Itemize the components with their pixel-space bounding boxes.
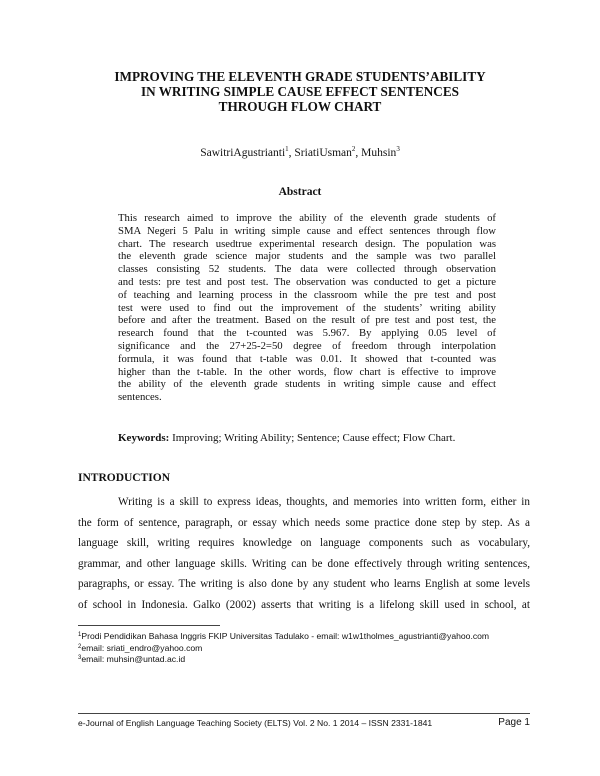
abstract-line: SMA Negeri 5 Palu in writing simple cause and effect sentences through flow [118, 224, 496, 237]
author-separator: , [288, 147, 295, 159]
footnote-text: email: sriati_endro@yahoo.com [81, 642, 203, 653]
abstract-line: and tests: pre test and post test. The observation was conducted to get a picture [118, 275, 496, 288]
footer-divider [78, 713, 530, 714]
author-affiliation-mark: 2 [351, 145, 356, 153]
abstract-line: sentences. [118, 391, 162, 404]
section-heading-introduction: INTRODUCTION [78, 472, 171, 484]
body-line: grammar, and other language skills. Writing can be done effectively through writing sentences, [78, 557, 530, 570]
body-line: the form of sentence, paragraph, or essay which needs some practice done step by step. As a [78, 516, 530, 529]
footnote [78, 643, 489, 655]
abstract-line: before and after the treatment. Based on the result of pre test and post test, the [118, 314, 496, 327]
author-name: SawitriAgustrianti [200, 147, 286, 159]
author-affiliation-mark: 1 [285, 145, 289, 153]
title-line: IN WRITING SIMPLE CAUSE EFFECT SENTENCES [141, 84, 459, 99]
abstract-line: test were used to find out the improvement of the students’ writing ability [118, 301, 496, 314]
footnote-divider [78, 625, 220, 626]
abstract-line: research found that the t-counted was 5.967. By applying 0.05 level of [118, 327, 496, 340]
introduction-body [78, 492, 530, 616]
paper-title [60, 69, 540, 114]
body-line: language skill, writing requires knowledge on language components such as vocabulary, [78, 537, 530, 550]
author-separator: , [355, 147, 362, 159]
abstract-heading: Abstract [278, 186, 322, 198]
abstract-line: the ability of the eleventh grade students in writing simple cause and effect [118, 378, 496, 391]
abstract-line: significance and the 27+25-2=50 degree of freedom through interpolation [118, 339, 496, 352]
author-list [60, 146, 540, 160]
footnote-number: 1 [78, 632, 82, 638]
footnote-text: email: muhsin@untad.ac.id [81, 654, 186, 664]
author-affiliation-mark: 3 [396, 145, 400, 153]
footnote-number: 3 [78, 655, 82, 661]
body-line: of school in Indonesia. Galko (2002) asserts that writing is a lifelong skill used in school, at [78, 598, 530, 611]
keywords-text: Improving; Writing Ability; Sentence; Cause effect; Flow Chart. [172, 432, 456, 444]
abstract-line: classes consisting 52 students. The data were collected through observation [118, 263, 496, 276]
footnote-number: 2 [78, 643, 82, 650]
footnotes [78, 631, 489, 666]
abstract-body [118, 212, 496, 404]
author-name: Muhsin [361, 147, 397, 159]
footnote [78, 654, 489, 666]
title-line: THROUGH FLOW CHART [218, 99, 382, 114]
keywords [118, 432, 455, 444]
title-line: IMPROVING THE ELEVENTH GRADE STUDENTS’ABILITY [114, 69, 486, 84]
page-number: Page 1 [498, 717, 530, 728]
footnote [78, 631, 489, 643]
keywords-label: Keywords: [118, 432, 170, 444]
body-line: paragraphs, or essay. The writing is also done by any student who learns English at some levels [78, 578, 530, 591]
body-line: Writing is a skill to express ideas, thoughts, and memories into written form, either in [118, 496, 530, 508]
abstract-line: the eleventh grade science major students and the sample was two parallel [118, 250, 496, 263]
author-name: SriatiUsman [294, 147, 352, 159]
footnote-text: Prodi Pendidikan Bahasa Inggris FKIP Universitas Tadulako - email: w1w1tholmes_agustrianti@yahoo.com [81, 631, 490, 641]
footer-journal-info: e-Journal of English Language Teaching Society (ELTS) Vol. 2 No. 1 2014 – ISSN 2331-1841 [78, 718, 433, 728]
abstract-line: formula, it was found that t-table was 0.01. It showed that t-counted was [118, 352, 496, 365]
abstract-line: of teaching and learning process in the classroom while the pre test and post [118, 288, 496, 301]
abstract-line: This research aimed to improve the ability of the eleventh grade students of [118, 212, 496, 224]
abstract-line: chart. The research usedtrue experimental research design. The population was [118, 237, 496, 250]
abstract-line: higher than the t-table. In the other words, flow chart is effective to improve [118, 365, 496, 378]
